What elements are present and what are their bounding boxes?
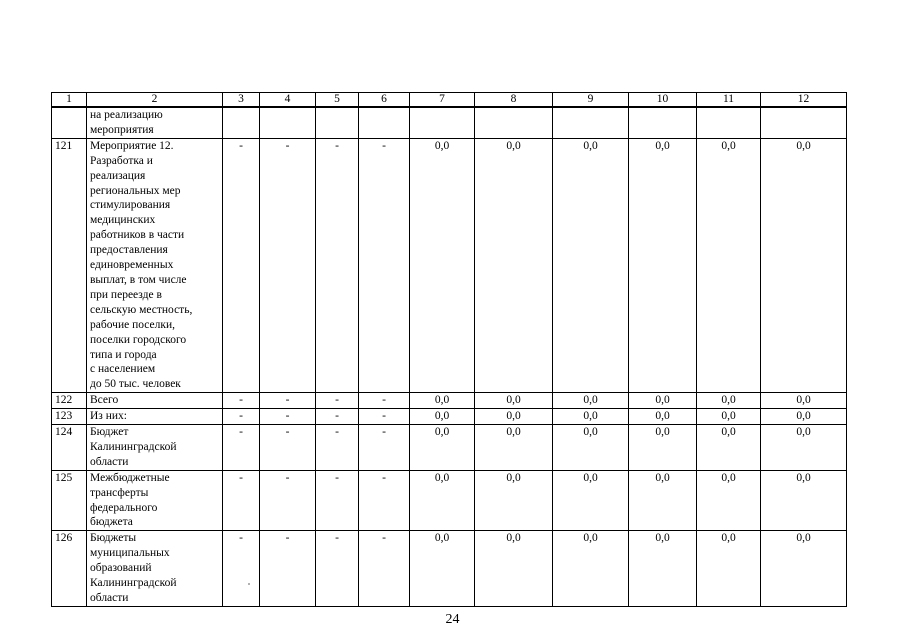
cell-col-9: 0,0	[553, 470, 629, 531]
row-name-line: выплат, в том числе	[90, 273, 187, 286]
cell-col-4	[260, 107, 316, 138]
column-header-4: 4	[260, 93, 316, 108]
cell-col-11: 0,0	[697, 425, 761, 471]
cell-col-5	[316, 107, 359, 138]
row-name-line: сельскую местность,	[90, 303, 193, 316]
row-name	[87, 107, 223, 138]
cell-col-9: 0,0	[553, 393, 629, 409]
cell-col-12: 0,0	[761, 531, 847, 607]
cell-col-10: 0,0	[629, 470, 697, 531]
row-number: 123	[52, 409, 87, 425]
column-header-9: 9	[553, 93, 629, 108]
row-name-line: бюджета	[90, 516, 133, 529]
cell-col-8: 0,0	[475, 393, 553, 409]
table-row	[52, 409, 847, 425]
cell-col-8: 0,0	[475, 425, 553, 471]
row-name-line: области	[90, 455, 129, 468]
row-name-line: трансферты	[90, 486, 149, 499]
cell-col-5: -	[316, 425, 359, 471]
row-name-line: с населением	[90, 363, 156, 376]
cell-col-10: 0,0	[629, 409, 697, 425]
cell-col-12: 0,0	[761, 138, 847, 392]
row-name-line: Бюджет	[90, 426, 129, 439]
column-header-2: 2	[87, 93, 223, 108]
row-name-line: на реализацию	[90, 109, 163, 121]
cell-col-6: -	[359, 393, 410, 409]
cell-col-6: -	[359, 409, 410, 425]
cell-col-11	[697, 107, 761, 138]
cell-col-12: 0,0	[761, 409, 847, 425]
row-number: 126	[52, 531, 87, 607]
page-number: 24	[445, 612, 460, 627]
cell-col-3: -	[223, 470, 260, 531]
cell-col-5: -	[316, 409, 359, 425]
row-name	[87, 138, 223, 392]
cell-col-4: -	[260, 531, 316, 607]
cell-col-8: 0,0	[475, 409, 553, 425]
table-row	[52, 425, 847, 471]
table-row	[52, 470, 847, 531]
row-number: 122	[52, 393, 87, 409]
column-header-7: 7	[410, 93, 475, 108]
row-number: 121	[52, 138, 87, 392]
cell-col-6	[359, 107, 410, 138]
cell-col-3: -	[223, 425, 260, 471]
cell-col-7: 0,0	[410, 425, 475, 471]
cell-col-4: -	[260, 425, 316, 471]
cell-col-11: 0,0	[697, 531, 761, 607]
row-name-line: работников в части	[90, 229, 185, 242]
row-name-line: Мероприятие 12.	[90, 139, 174, 152]
cell-col-4: -	[260, 409, 316, 425]
cell-col-10: 0,0	[629, 425, 697, 471]
column-header-10: 10	[629, 93, 697, 108]
cell-col-7	[410, 107, 475, 138]
row-name-line: области	[90, 592, 129, 604]
column-header-8: 8	[475, 93, 553, 108]
row-name-line: Бюджеты	[90, 532, 137, 545]
row-name	[87, 409, 223, 425]
column-header-1: 1	[52, 93, 87, 108]
cell-col-11: 0,0	[697, 470, 761, 531]
cell-col-9: 0,0	[553, 425, 629, 471]
row-name	[87, 393, 223, 409]
cell-col-10: 0,0	[629, 393, 697, 409]
row-name	[87, 470, 223, 531]
column-header-12: 12	[761, 93, 847, 108]
cell-col-11: 0,0	[697, 393, 761, 409]
cell-col-3: -	[223, 409, 260, 425]
cell-col-3	[223, 107, 260, 138]
cell-col-5: -	[316, 138, 359, 392]
row-name	[87, 531, 223, 607]
row-name-line: Калининградской	[90, 577, 177, 590]
cell-col-8: 0,0	[475, 531, 553, 607]
row-name-line: Калининградской	[90, 440, 177, 453]
table-body	[52, 107, 847, 606]
cell-col-3: -	[223, 138, 260, 392]
cell-col-7: 0,0	[410, 409, 475, 425]
cell-col-6: -	[359, 138, 410, 392]
row-name-line: Всего	[90, 394, 119, 407]
cell-col-3: -	[223, 531, 260, 607]
scan-speck	[248, 583, 250, 585]
cell-col-6: -	[359, 425, 410, 471]
cell-col-5: -	[316, 531, 359, 607]
cell-col-9: 0,0	[553, 138, 629, 392]
row-name-line: рабочие поселки,	[90, 318, 175, 331]
cell-col-4: -	[260, 470, 316, 531]
cell-col-7: 0,0	[410, 138, 475, 392]
row-name-line: реализация	[90, 169, 146, 182]
table-row	[52, 138, 847, 392]
column-header-5: 5	[316, 93, 359, 108]
row-name-line: предоставления	[90, 244, 168, 257]
row-name-line: при переезде в	[90, 288, 162, 301]
row-name-line: единовременных	[90, 259, 174, 272]
cell-col-8: 0,0	[475, 470, 553, 531]
cell-col-3: -	[223, 393, 260, 409]
cell-col-12: 0,0	[761, 393, 847, 409]
row-name-line: Разработка и	[90, 154, 153, 167]
cell-col-10	[629, 107, 697, 138]
row-number: 124	[52, 425, 87, 471]
row-name	[87, 425, 223, 471]
column-header-11: 11	[697, 93, 761, 108]
row-name-line: медицинских	[90, 214, 156, 227]
cell-col-9: 0,0	[553, 531, 629, 607]
cell-col-7: 0,0	[410, 470, 475, 531]
table-header	[52, 93, 847, 108]
cell-col-6: -	[359, 470, 410, 531]
table-row	[52, 531, 847, 607]
table-row	[52, 107, 847, 138]
row-name-line: федерального	[90, 501, 158, 514]
row-name-line: образований	[90, 562, 152, 575]
row-name-line: стимулирования	[90, 199, 171, 212]
cell-col-4: -	[260, 138, 316, 392]
cell-col-9: 0,0	[553, 409, 629, 425]
header-row	[52, 93, 847, 108]
cell-col-6: -	[359, 531, 410, 607]
cell-col-7: 0,0	[410, 393, 475, 409]
cell-col-7: 0,0	[410, 531, 475, 607]
row-name-line: поселки городского	[90, 333, 187, 346]
row-name-line: мероприятия	[90, 123, 154, 136]
cell-col-11: 0,0	[697, 409, 761, 425]
row-number: 125	[52, 470, 87, 531]
cell-col-9	[553, 107, 629, 138]
budget-table	[51, 92, 847, 607]
row-name-line: региональных мер	[90, 184, 181, 197]
cell-col-10: 0,0	[629, 138, 697, 392]
column-header-3: 3	[223, 93, 260, 108]
cell-col-5: -	[316, 393, 359, 409]
cell-col-8: 0,0	[475, 138, 553, 392]
row-name-line: муниципальных	[90, 547, 170, 560]
row-name-line: Межбюджетные	[90, 471, 170, 484]
cell-col-12: 0,0	[761, 425, 847, 471]
row-name-line: Из них:	[90, 410, 127, 423]
cell-col-8	[475, 107, 553, 138]
cell-col-12: 0,0	[761, 470, 847, 531]
row-name-line: до 50 тыс. человек	[90, 378, 181, 391]
cell-col-12	[761, 107, 847, 138]
cell-col-11: 0,0	[697, 138, 761, 392]
column-header-6: 6	[359, 93, 410, 108]
row-number	[52, 107, 87, 138]
cell-col-5: -	[316, 470, 359, 531]
cell-col-10: 0,0	[629, 531, 697, 607]
table-row	[52, 393, 847, 409]
cell-col-4: -	[260, 393, 316, 409]
row-name-line: типа и города	[90, 348, 157, 361]
